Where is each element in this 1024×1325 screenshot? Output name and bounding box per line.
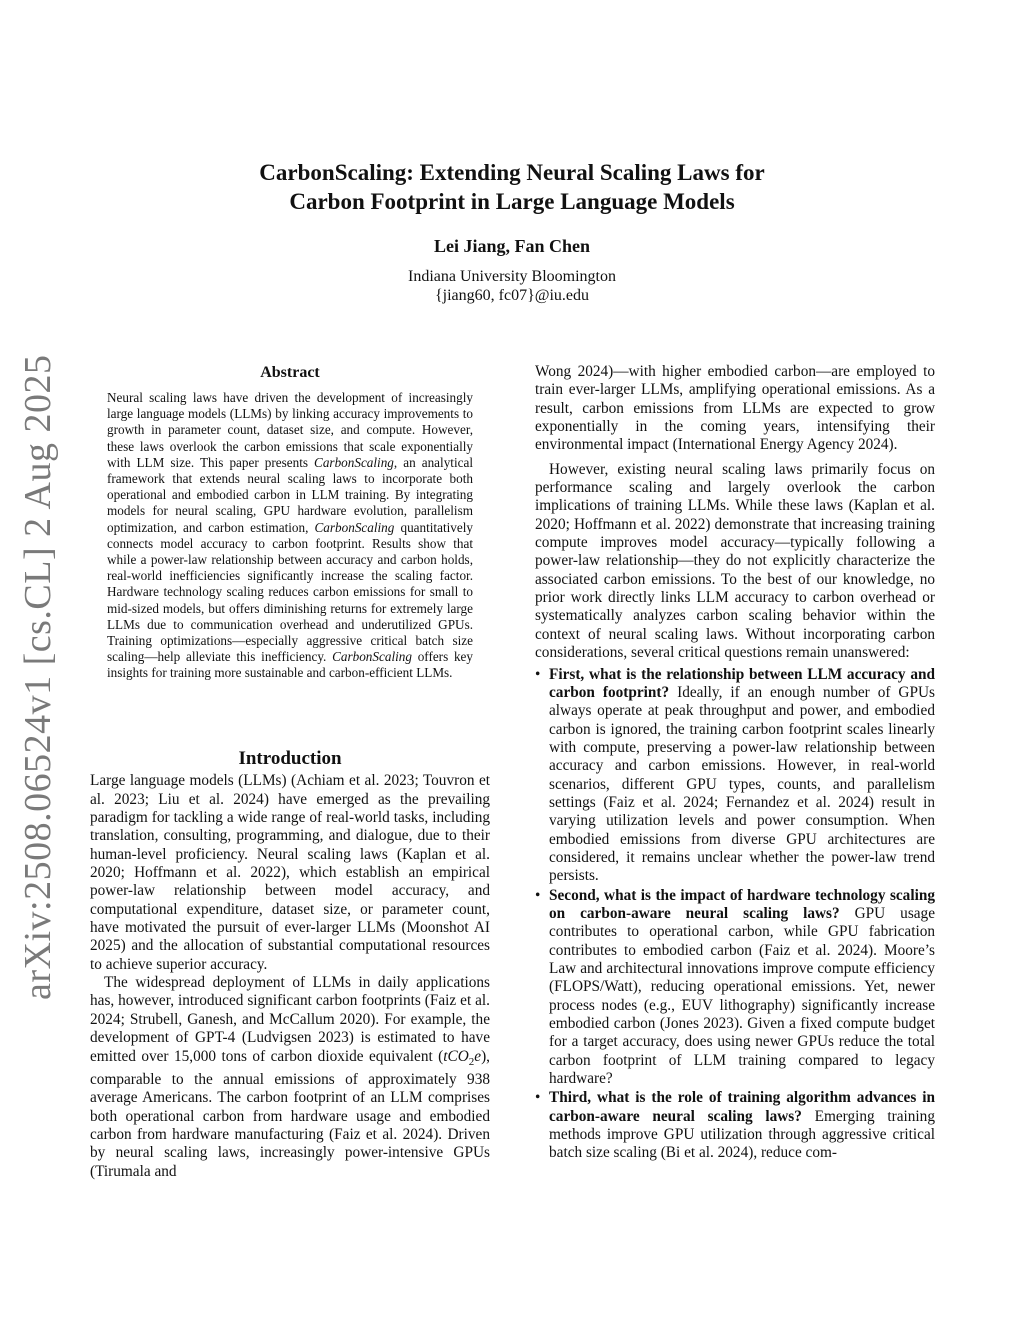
abstract-text-part: Neural scaling laws have driven the development of increasingly large language models (LLMs) by linking accuracy improvements to growth in parameter count, dataset size, and compute. However, these laws overlook the carbon emissions that scale exponentially with LLM size. This paper presents	[107, 390, 473, 470]
research-question-1	[535, 666, 935, 886]
arxiv-identifier: arXiv:2508.06524v1 [cs.CL] 2 Aug 2025	[17, 354, 59, 1000]
intro-paragraph-2-continued: Wong 2024)—with higher embodied carbon—are employed to train ever-larger LLMs, amplifying operational emissions. As a result, carbon emissions from LLMs are expected to grow exponentially in the coming years, intensifying their environmental impact (International Energy Agency 2024).	[535, 363, 935, 454]
title-line-2: Carbon Footprint in Large Language Models	[289, 189, 735, 214]
intro-paragraph-1: Large language models (LLMs) (Achiam et al. 2023; Touvron et al. 2023; Liu et al. 2024) have emerged as the prevailing paradigm for tackling a wide range of real-world tasks, including translation, consulting, programming, and dialogue, due to their human-level proficiency. Neural scaling laws (Kaplan et al. 2020; Hoffmann et al. 2022), which establish an empirical power-law relationship between model accuracy, and computational expenditure, dataset size, or parameter count, have motivated the pursuit of ever-larger LLMs (Moonshot AI 2025) and the allocation of substantial computational resources to achieve superior accuracy.	[90, 772, 490, 973]
math-subscript: 2	[468, 1055, 475, 1068]
question-title: Second, what is the impact of hardware technology scaling on carbon-aware neural scaling laws?	[549, 886, 935, 922]
abstract-text-part: quantitatively connects model accuracy to carbon footprint. Results show that while a power-law relationship between accuracy and carbon holds, real-world inefficiencies significantly increase the scaling factor. Hardware technology scaling reduces carbon emissions for small to mid-sized models, but offers diminishing returns for extremely large LLMs due to communication overhead and underutilized GPUs. Training optimizations—especially aggressive critical batch size scaling—help alleviate this inefficiency.	[107, 519, 473, 665]
math-part: e	[474, 1047, 482, 1065]
right-column	[535, 363, 935, 1164]
framework-name: CarbonScaling	[332, 649, 412, 665]
question-title: First, what is the relationship between LLM accuracy and carbon footprint?	[549, 665, 935, 701]
abstract-heading: Abstract	[260, 364, 320, 381]
affiliation	[0, 267, 1024, 305]
abstract-text	[107, 390, 473, 682]
research-question-3	[535, 1089, 935, 1162]
bullet-icon: •	[535, 886, 541, 904]
abstract-section	[107, 364, 473, 682]
authors: Lei Jiang, Fan Chen	[433, 236, 591, 256]
framework-name: CarbonScaling	[314, 454, 394, 470]
introduction-heading: Introduction	[238, 748, 342, 769]
question-text: GPU usage contributes to operational carbon, while GPU fabrication contributes to embodied carbon (Faiz et al. 2024). Moore’s Law and architectural innovations improve compute efficiency (FLOPS/Watt), reducing operational emissions. Yet, newer process nodes (e.g., EUV lithography) significantly increase embodied carbon (Jones 2023). Given a fixed compute budget for a target accuracy, does using newer GPUs reduce the total carbon footprint of LLM training compared to legacy hardware?	[549, 904, 935, 1088]
research-questions-list	[535, 666, 935, 1163]
author-emails: {jiang60, fc07}@iu.edu	[434, 287, 590, 304]
math-part: tCO	[443, 1047, 469, 1065]
left-column	[90, 750, 490, 1181]
bullet-icon: •	[535, 665, 541, 683]
intro-paragraph-2	[90, 974, 490, 1181]
framework-name: CarbonScaling	[314, 519, 395, 535]
institution: Indiana University Bloomington	[408, 268, 616, 285]
question-title: Third, what is the role of training algorithm advances in carbon-aware neural scaling laws?	[549, 1089, 935, 1125]
abstract-text-part: offers key insights for training more sustainable and carbon-efficient LLMs.	[107, 649, 473, 681]
paragraph-text: The widespread deployment of LLMs in daily applications has, however, introduced significant carbon footprints (Faiz et al. 2024; Strubell, Ganesh, and McCallum 2020). For example, the development of GPT-4 (Ludvigsen 2023) is estimated to have emitted over 15,000 tons of carbon dioxide equivalent (	[90, 974, 490, 1065]
research-question-2	[535, 887, 935, 1089]
question-text: Ideally, if an enough number of GPUs always operate at peak throughput and power, and embodied carbon is ignored, the training carbon footprint scales linearly with compute, preserving a power-law relationship between accuracy and carbon emissions. However, in real-world scenarios, different GPU types, counts, and parallelism settings (Faiz et al. 2024; Fernandez et al. 2024) result in varying utilization levels and power consumption. When embodied emissions from diverse GPU architectures are considered, it remains unclear whether the power-law trend persists.	[549, 683, 935, 885]
intro-paragraph-3: However, existing neural scaling laws primarily focus on performance scaling and largely overlook the carbon implications of training LLMs. While these laws (Kaplan et al. 2020; Hoffmann et al. 2022) demonstrate that increasing training compute improves model accuracy—typically following a power-law relationship—they do not explicitly characterize the associated carbon emissions. To the best of our knowledge, no prior work directly links LLM accuracy to carbon overhead or systematically analyzes carbon scaling behavior within the context of neural scaling laws. Without incorporating carbon considerations, several critical questions remain unanswered:	[535, 460, 935, 662]
paragraph-text: ), comparable to the annual emissions of approximately 938 average Americans. The carbon footprint of an LLM comprises both operational carbon from hardware usage and embodied carbon from hardware manufacturing (Faiz et al. 2024). Driven by neural scaling laws, increasingly power-intensive GPUs (Tirumala and	[90, 1047, 490, 1180]
paper-title	[0, 158, 1024, 216]
bullet-icon: •	[535, 1089, 541, 1107]
abstract-text-part: , an analytical framework that extends neural scaling laws to incorporate both operational and embodied carbon in LLM training. By integrating models for neural scaling, GPU hardware evolution, parallelism optimization, and carbon estimation,	[107, 454, 473, 535]
math-tco2e	[443, 1047, 482, 1068]
question-text: Emerging training methods improve GPU utilization through aggressive critical batch size scaling (Bi et al. 2024), reduce com-	[549, 1107, 935, 1162]
title-line-1: CarbonScaling: Extending Neural Scaling Laws for	[259, 160, 765, 185]
